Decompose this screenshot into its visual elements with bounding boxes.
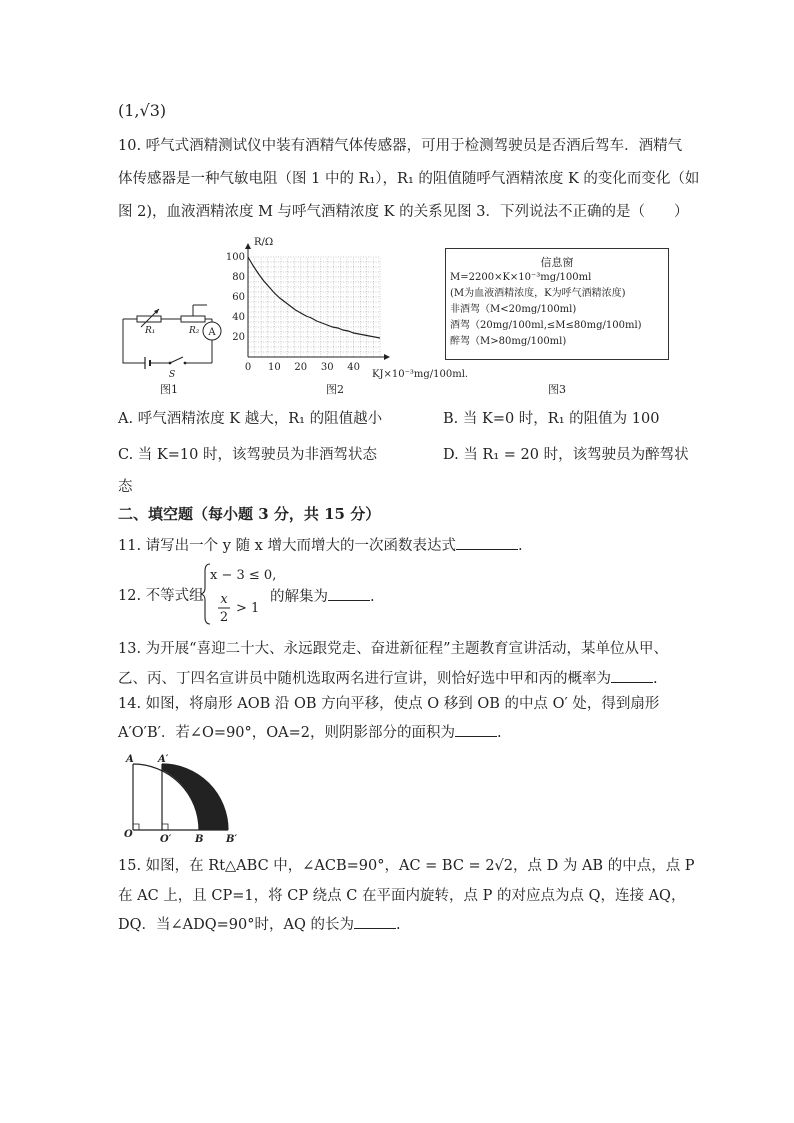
ammeter-label: A <box>208 327 216 338</box>
q13-line2 <box>118 668 658 689</box>
point-a-label: A <box>126 754 134 765</box>
q11-end: . <box>517 538 523 554</box>
q15-line3 <box>118 914 401 935</box>
info-window <box>445 248 669 360</box>
section-title: 二、填空题（每小题 3 分，共 15 分） <box>118 505 381 523</box>
point-b-prime-label: B′ <box>226 834 238 845</box>
circuit-figure <box>115 295 230 395</box>
q12-inequality-system <box>200 561 277 627</box>
x-axis-arrow <box>384 354 390 360</box>
q15-line3-text: DQ．当∠ADQ=90°时，AQ 的长为 <box>118 917 354 933</box>
q12-row2-numerator: x <box>220 592 228 607</box>
y-tick-label: 100 <box>225 252 245 263</box>
y-tick-label: 40 <box>232 312 245 323</box>
point-o-label: O <box>124 829 133 840</box>
q12-lead: 12. 不等式组 <box>118 588 204 604</box>
x-axis-label: KJ×10⁻³mg/100ml. <box>372 369 469 380</box>
resistance-chart <box>225 232 469 380</box>
q14-line1: 14. 如图，将扇形 AOB 沿 OB 方向平移，使点 O 移到 OB 的中点 O′ 处，得到扇形 <box>118 696 660 712</box>
point-b-label: B <box>195 834 204 845</box>
point-a-prime-label: A′ <box>158 754 169 765</box>
info-line: 非酒驾（M<20mg/100ml) <box>450 304 577 315</box>
q15-line2: 在 AC 上，且 CP=1，将 CP 绕点 C 在平面内旋转，点 P 的对应点为点 Q，连接 AQ， <box>118 888 686 904</box>
option-b: B. 当 K=0 时，R₁ 的阻值为 100 <box>443 411 660 427</box>
info-line: M=2200×K×10⁻³mg/100ml <box>450 272 592 283</box>
x-tick-label: 20 <box>294 362 308 373</box>
q14-answer-blank[interactable] <box>455 722 497 737</box>
option-d: D. 当 R₁ = 20 时，该驾驶员为醉驾状 <box>443 447 689 463</box>
q12-answer-blank[interactable] <box>328 586 370 601</box>
option-c: C. 当 K=10 时，该驾驶员为非酒驾状态 <box>118 447 377 463</box>
info-line: 醉驾（M>80mg/100ml) <box>450 336 567 347</box>
y-tick-label: 20 <box>232 332 245 343</box>
r2-label: R₂ <box>189 326 200 336</box>
q11 <box>118 535 523 556</box>
fig1-caption: 图1 <box>160 383 178 396</box>
fig2-caption: 图2 <box>326 383 344 396</box>
x-tick-label: 0 <box>244 362 252 373</box>
q14-end: . <box>497 725 502 741</box>
q12-row1: x − 3 ≤ 0, <box>210 568 277 583</box>
info-window-lines <box>446 270 668 350</box>
switch-label: S <box>169 370 176 380</box>
option-d-continued: 态 <box>118 479 133 495</box>
q12-row2-denominator: 2 <box>219 610 229 625</box>
q10-line2: 体传感器是一种气敏电阻（图 1 中的 R₁），R₁ 的阻值随呼气酒精浓度 K 的变化而变化（如 <box>118 171 700 187</box>
point-o-prime-label: O′ <box>160 834 172 845</box>
q10-line1: 10. 呼气式酒精测试仪中装有酒精气体传感器，可用于检测驾驶员是否酒后驾车．酒精气 <box>118 138 683 154</box>
q13-end: . <box>653 671 658 687</box>
q12-tail-text: 的解集为 <box>270 589 328 605</box>
q15-answer-blank[interactable] <box>354 914 396 929</box>
info-line: (M为血液酒精浓度，K为呼气酒精浓度) <box>450 288 626 299</box>
fig3-caption: 图3 <box>548 383 566 396</box>
q15-end: . <box>395 917 401 933</box>
q13-answer-blank[interactable] <box>611 668 653 683</box>
x-tick-label: 30 <box>320 362 334 373</box>
q11-text: 11. 请写出一个 y 随 x 增大而增大的一次函数表达式 <box>118 538 456 554</box>
option-a: A. 呼气酒精浓度 K 越大，R₁ 的阻值越小 <box>118 411 383 427</box>
q13-line2-text: 乙、丙、丁四名宣讲员中随机选取两名进行宣讲，则恰好选中甲和丙的概率为 <box>118 671 611 687</box>
q12-end: . <box>370 589 375 605</box>
previous-answer: (1,√3) <box>118 101 167 120</box>
info-line: 酒驾（20mg/100ml,≤M≤80mg/100ml) <box>450 320 642 331</box>
r1-label: R₁ <box>145 326 156 336</box>
q11-answer-blank[interactable] <box>456 535 518 550</box>
info-window-title: 信息窗 <box>540 256 574 269</box>
q14-line2-text: A′O′B′．若∠O=90°，OA=2，则阴影部分的面积为 <box>118 725 456 741</box>
q10-line3: 图 2)，血液酒精浓度 M 与呼气酒精浓度 K 的关系见图 3．下列说法不正确的是（ ） <box>118 204 689 220</box>
y-axis-label: R/Ω <box>254 237 274 248</box>
x-tick-label: 40 <box>347 362 360 373</box>
sector-figure <box>118 752 253 848</box>
q13-line1: 13. 为开展“喜迎二十大、永远跟党走、奋进新征程”主题教育宣讲活动，某单位从甲、 <box>118 641 668 657</box>
q12-row2-relation: > 1 <box>236 601 260 616</box>
q12-tail <box>270 586 375 607</box>
y-axis-arrow <box>245 243 251 249</box>
x-tick-label: 10 <box>268 362 281 373</box>
q14-line2 <box>118 722 502 743</box>
y-tick-label: 60 <box>232 292 245 303</box>
y-tick-label: 80 <box>232 272 245 283</box>
q15-line1: 15. 如图，在 Rt△ABC 中，∠ACB=90°，AC = BC = 2√2，点 D 为 AB 的中点，点 P <box>118 858 695 874</box>
